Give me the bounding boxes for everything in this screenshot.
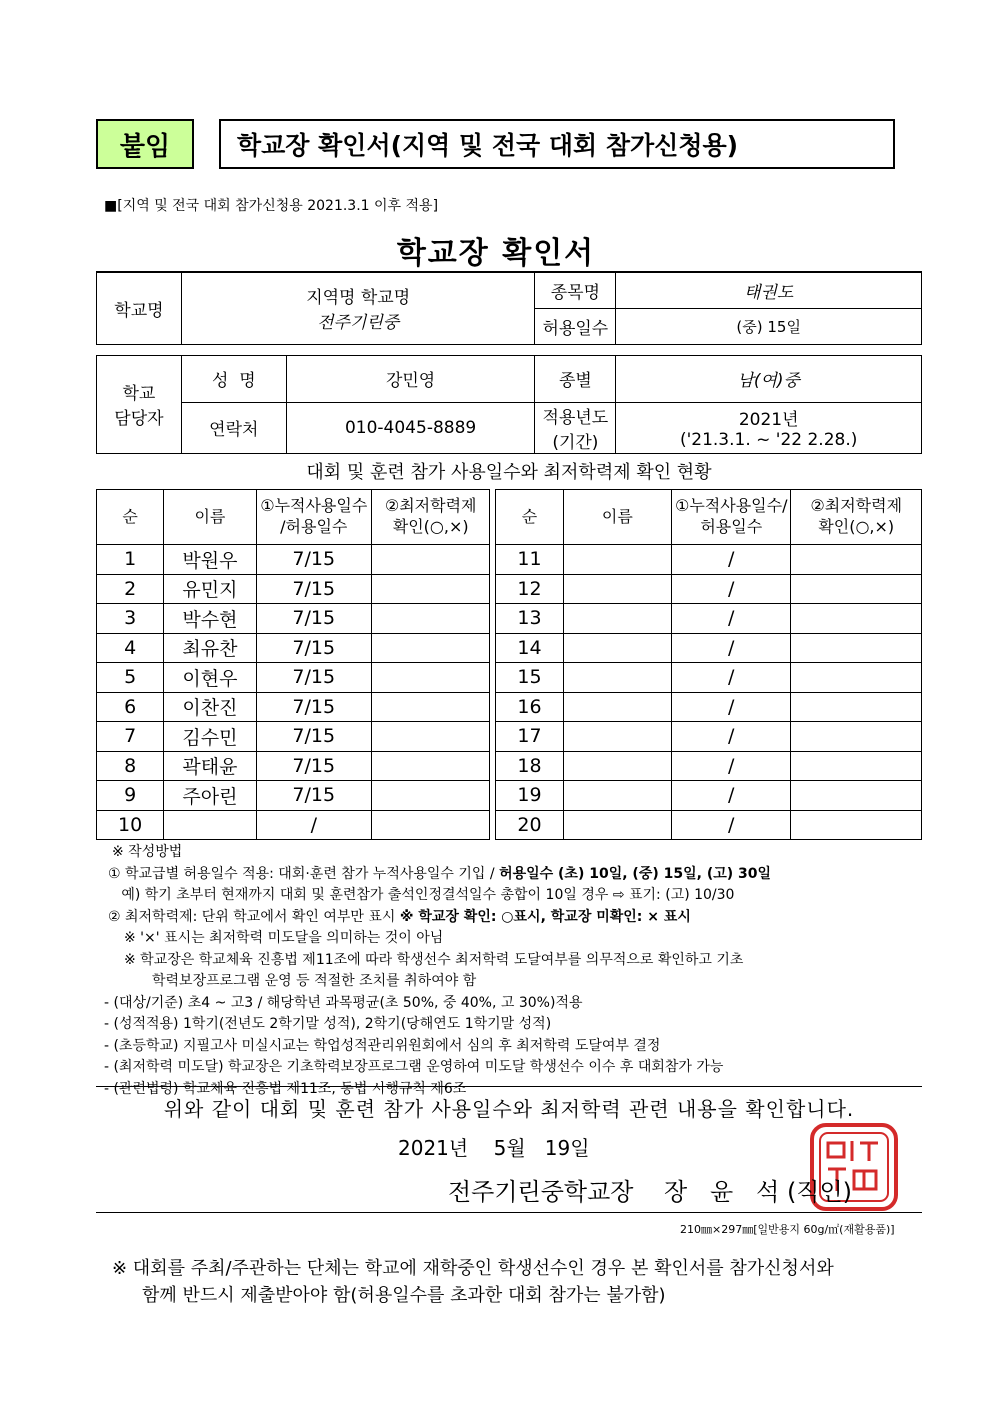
row-no: 10 xyxy=(97,810,164,840)
row-days: / xyxy=(672,722,791,752)
year-label-1: 적용년도 xyxy=(542,407,609,428)
confirmation-text: 위와 같이 대회 및 훈련 참가 사용일수와 최저학력 관련 내용을 확인합니다. xyxy=(163,1097,855,1121)
footer-line-1: ※ 대회를 주최/주관하는 단체는 학교에 재학중인 학생선수인 경우 본 확인서를 참가신청서와 xyxy=(112,1258,834,1279)
row-no: 9 xyxy=(97,781,164,811)
row-check xyxy=(371,574,489,604)
paper-spec: 210㎜×297㎜[일반용지 60g/㎡(재활용품)] xyxy=(680,1223,895,1236)
table-row xyxy=(97,781,922,811)
method-line-3a: ② 최저학력제: 단위 학교에서 확인 여부만 표시 xyxy=(108,908,400,925)
staff-label xyxy=(97,355,182,453)
row-no: 7 xyxy=(97,722,164,752)
row-no: 8 xyxy=(97,751,164,781)
document-title: 학교장 확인서 xyxy=(396,236,596,271)
row-days: / xyxy=(672,781,791,811)
method-box-line xyxy=(96,1086,922,1087)
row-check xyxy=(791,722,922,752)
row-no: 13 xyxy=(496,604,563,634)
table-row xyxy=(97,663,922,693)
gender-value: 남(여)중 xyxy=(616,355,922,402)
row-days: / xyxy=(672,633,791,663)
row-no: 15 xyxy=(496,663,563,693)
issue-date: 2021년 5월 19일 xyxy=(398,1136,590,1160)
allowed-value: (중) 15일 xyxy=(616,308,922,344)
row-no: 6 xyxy=(97,692,164,722)
row-name: 김수민 xyxy=(164,722,256,752)
header-min xyxy=(371,490,489,545)
contact-value: 010-4045-8889 xyxy=(286,402,535,453)
row-check xyxy=(791,574,922,604)
header-days-2col xyxy=(672,490,791,545)
row-name xyxy=(563,663,671,693)
instructions xyxy=(104,842,928,1100)
row-no: 19 xyxy=(496,781,563,811)
row-name xyxy=(164,810,256,840)
method-line-1 xyxy=(108,864,928,886)
method-line-6: 학력보장프로그램 운영 등 적절한 조치를 취하여야 함 xyxy=(152,973,477,989)
row-check xyxy=(791,781,922,811)
row-no: 5 xyxy=(97,663,164,693)
row-no: 4 xyxy=(97,633,164,663)
year-value: 2021년 xyxy=(738,410,799,430)
row-name xyxy=(563,604,671,634)
row-name xyxy=(563,810,671,840)
year-label-2: (기간) xyxy=(552,432,599,453)
usage-table xyxy=(96,489,922,840)
table-row xyxy=(97,574,922,604)
row-days: 7/15 xyxy=(256,604,371,634)
staff-label-2: 담당자 xyxy=(114,409,164,429)
method-line-4: ※ '×' 표시는 최저학력 미도달을 의미하는 것이 아님 xyxy=(124,930,444,946)
header-days xyxy=(256,490,371,545)
row-name xyxy=(563,722,671,752)
row-days: / xyxy=(672,751,791,781)
header-days-r2: 허용일수 xyxy=(700,517,763,536)
row-check xyxy=(791,604,922,634)
row-no: 11 xyxy=(496,545,563,575)
year-label xyxy=(535,402,616,453)
row-days: / xyxy=(672,545,791,575)
section-title: 대회 및 훈련 참가 사용일수와 최저학력제 확인 현황 xyxy=(306,462,712,483)
row-no: 3 xyxy=(97,604,164,634)
table-row xyxy=(97,692,922,722)
row-name: 주아린 xyxy=(164,781,256,811)
header-min-r2: 확인(○,×) xyxy=(818,517,895,536)
row-days: / xyxy=(672,663,791,693)
table-row xyxy=(97,722,922,752)
method-line-5: ※ 학교장은 학교체육 진흥법 제11조에 따라 학생선수 최저학력 도달여부를 의무적으로 확인하고 기초 xyxy=(124,951,744,968)
header-days-1: ①누적사용일수 xyxy=(260,496,368,516)
row-name xyxy=(563,692,671,722)
header-name: 이름 xyxy=(164,490,256,545)
header-min-1: ②최저학력제 xyxy=(384,496,477,516)
staff-label-1: 학교 xyxy=(122,384,156,404)
header-days-r1: ①누적사용일수/ xyxy=(675,496,788,516)
method-line-8: - (성적적용) 1학기(전년도 2학기말 성적), 2학기(당해연도 1학기말 성적) xyxy=(104,1016,552,1032)
row-no: 2 xyxy=(97,574,164,604)
row-check xyxy=(791,663,922,693)
method-title: ※ 작성방법 xyxy=(112,844,183,860)
row-name: 박수현 xyxy=(164,604,256,634)
table-row xyxy=(97,545,922,575)
row-days: / xyxy=(672,604,791,634)
row-check xyxy=(371,722,489,752)
row-no: 1 xyxy=(97,545,164,575)
row-no: 17 xyxy=(496,722,563,752)
principal-signature: 전주기린중학교장 장 윤 석 (직인) xyxy=(448,1178,853,1206)
row-days: 7/15 xyxy=(256,633,371,663)
row-name: 곽태윤 xyxy=(164,751,256,781)
row-check xyxy=(371,692,489,722)
row-no: 20 xyxy=(496,810,563,840)
method-line-10: - (최저학력 미도달) 학교장은 기초학력보장프로그램 운영하여 미도달 학생선수 이수 후 대회참가 가능 xyxy=(104,1059,724,1075)
method-line-1b: 허용일수 (초) 10일, (중) 15일, (고) 30일 xyxy=(499,865,772,882)
row-days: / xyxy=(672,810,791,840)
school-label: 학교명 xyxy=(97,272,182,344)
row-check xyxy=(371,663,489,693)
apply-note: ■[지역 및 전국 대회 참가신청용 2021.3.1 이후 적용] xyxy=(104,198,439,214)
row-check xyxy=(371,810,489,840)
row-days: / xyxy=(256,810,371,840)
row-name: 유민지 xyxy=(164,574,256,604)
method-line-9: - (초등학교) 지필고사 미실시교는 학업성적관리위원회에서 심의 후 최저학력 도달여부 결정 xyxy=(104,1037,661,1054)
row-days: 7/15 xyxy=(256,692,371,722)
sport-label: 종목명 xyxy=(535,272,616,308)
method-line-11: - (관련법령) 학교체육 진흥법 제11조, 동법 시행규칙 제6조 xyxy=(104,1080,467,1097)
method-line-2: 예) 학기 초부터 현재까지 대회 및 훈련참가 출석인정결석일수 총합이 10일 경우 ⇨ 표기: (고) 10/30 xyxy=(108,887,735,903)
row-name: 이찬진 xyxy=(164,692,256,722)
row-no: 16 xyxy=(496,692,563,722)
row-no: 14 xyxy=(496,633,563,663)
staff-name: 강민영 xyxy=(286,355,535,402)
method-line-7: - (대상/기준) 초4 ~ 고3 / 해당학년 과목평균(초 50%, 중 40%, 고 30%)적용 xyxy=(104,994,583,1011)
header-min-r1: ②최저학력제 xyxy=(810,496,903,516)
row-check xyxy=(791,810,922,840)
row-name: 최유찬 xyxy=(164,633,256,663)
form-title: 학교장 확인서(지역 및 전국 대회 참가신청용) xyxy=(219,119,895,169)
row-name xyxy=(563,751,671,781)
row-no: 18 xyxy=(496,751,563,781)
row-days: / xyxy=(672,692,791,722)
row-check xyxy=(791,545,922,575)
row-name: 이현우 xyxy=(164,663,256,693)
row-days: 7/15 xyxy=(256,781,371,811)
table-row xyxy=(97,633,922,663)
school-name-label: 지역명 학교명 xyxy=(306,288,411,309)
row-check xyxy=(791,751,922,781)
row-check xyxy=(371,604,489,634)
row-name xyxy=(563,633,671,663)
row-check xyxy=(791,633,922,663)
row-days: 7/15 xyxy=(256,722,371,752)
header-no: 순 xyxy=(97,490,164,545)
name-label: 성 명 xyxy=(181,355,286,402)
footer-line-2: 함께 반드시 제출받아야 함(허용일수를 초과한 대회 참가는 불가함) xyxy=(142,1285,666,1306)
info-table xyxy=(96,271,922,454)
footer-note xyxy=(112,1255,834,1309)
row-name xyxy=(563,574,671,604)
row-days: 7/15 xyxy=(256,663,371,693)
header-name-2: 이름 xyxy=(563,490,671,545)
row-name: 박원우 xyxy=(164,545,256,575)
row-days: 7/15 xyxy=(256,545,371,575)
row-no: 12 xyxy=(496,574,563,604)
header-no-2: 순 xyxy=(496,490,563,545)
method-line-3b: ※ 학교장 확인: ○표시, 학교장 미확인: × 표시 xyxy=(399,908,691,925)
attachment-tag: 붙임 xyxy=(96,119,194,169)
allowed-label: 허용일수 xyxy=(535,308,616,344)
contact-label: 연락처 xyxy=(181,402,286,453)
header-min-2: 확인(○,×) xyxy=(392,517,469,536)
row-check xyxy=(371,751,489,781)
header-days-2: /허용일수 xyxy=(280,517,348,536)
method-line-3 xyxy=(108,907,928,929)
row-days: 7/15 xyxy=(256,574,371,604)
row-name xyxy=(563,545,671,575)
row-check xyxy=(371,781,489,811)
school-name-cell xyxy=(181,272,535,344)
school-name: 전주기린중 xyxy=(317,313,400,334)
table-row xyxy=(97,604,922,634)
gender-label: 종별 xyxy=(535,355,616,402)
table-row xyxy=(97,810,922,840)
table-row xyxy=(97,751,922,781)
header-min-2col xyxy=(791,490,922,545)
method-line-1a: ① 학교급별 허용일수 적용: 대회·훈련 참가 누적사용일수 기입 / xyxy=(108,865,500,882)
row-days: 7/15 xyxy=(256,751,371,781)
row-check xyxy=(371,545,489,575)
year-cell xyxy=(616,402,922,453)
divider xyxy=(96,1212,922,1213)
period-value: ('21.3.1. ~ '22 2.28.) xyxy=(679,430,858,450)
sport-value: 태권도 xyxy=(616,272,922,308)
row-check xyxy=(791,692,922,722)
row-check xyxy=(371,633,489,663)
row-name xyxy=(563,781,671,811)
row-days: / xyxy=(672,574,791,604)
